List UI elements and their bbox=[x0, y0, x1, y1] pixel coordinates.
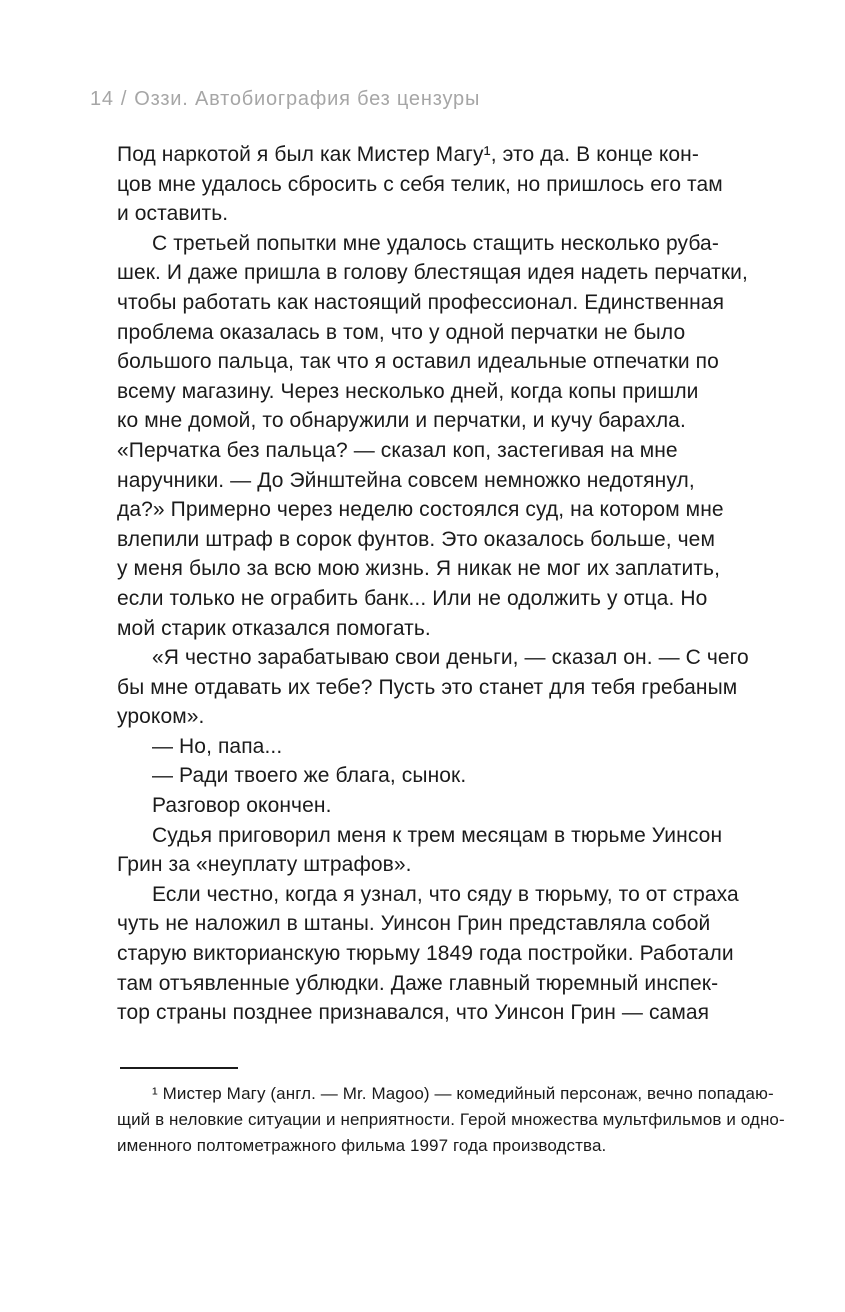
text-line: наручники. — До Эйнштейна совсем немножко недотянул, bbox=[117, 468, 695, 492]
text-line: Судья приговорил меня к трем месяцам в тюрьме Уинсон bbox=[152, 823, 723, 847]
text-line: старую викторианскую тюрьму 1849 года постройки. Работали bbox=[117, 942, 734, 966]
text-line: — Ради твоего же блага, сынок. bbox=[152, 764, 467, 788]
text-line: ко мне домой, то обнаружили и перчатки, и кучу барахла. bbox=[117, 409, 686, 433]
text-line: щий в неловкие ситуации и неприятности. Герой множества мультфильмов и одно- bbox=[117, 1110, 785, 1129]
text-line: чуть не наложил в штаны. Уинсон Грин представляла собой bbox=[117, 912, 711, 936]
text-line: большого пальца, так что я оставил идеальные отпечатки по bbox=[117, 350, 719, 374]
text-line: всему магазину. Через несколько дней, когда копы пришли bbox=[117, 379, 699, 403]
book-title: Оззи. Автобиография без цензуры bbox=[134, 88, 481, 110]
text-line: шек. И даже пришла в голову блестящая идея надеть перчатки, bbox=[117, 261, 748, 285]
text-line: Под наркотой я был как Мистер Магу¹, это да. В конце кон- bbox=[117, 143, 699, 166]
text-line: там отъявленные ублюдки. Даже главный тюремный инспек- bbox=[117, 971, 719, 995]
text-line: «Перчатка без пальца? — сказал коп, застегивая на мне bbox=[117, 438, 678, 462]
footnote bbox=[117, 1081, 797, 1159]
text-line: да?» Примерно через неделю состоялся суд, на котором мне bbox=[117, 498, 724, 522]
text-line: Грин за «неуплату штрафов». bbox=[117, 853, 412, 877]
running-header bbox=[90, 88, 480, 111]
text-line: «Я честно зарабатываю свои деньги, — сказал он. — С чего bbox=[152, 646, 749, 670]
text-line: тор страны позднее признавался, что Уинсон Грин — самая bbox=[117, 1001, 710, 1025]
text-line: у меня было за всю мою жизнь. Я никак не мог их заплатить, bbox=[117, 557, 720, 581]
text-line: цов мне удалось сбросить с себя телик, но пришлось его там bbox=[117, 172, 723, 196]
footnote-divider bbox=[120, 1067, 238, 1069]
text-line: и оставить. bbox=[117, 202, 229, 226]
text-line: если только не ограбить банк... Или не одолжить у отца. Но bbox=[117, 586, 708, 610]
text-line: С третьей попытки мне удалось стащить несколько руба- bbox=[152, 231, 719, 255]
text-line: Разговор окончен. bbox=[152, 794, 332, 818]
text-line: чтобы работать как настоящий профессионал. Единственная bbox=[117, 290, 725, 314]
text-line: именного полтометражного фильма 1997 года производства. bbox=[117, 1136, 607, 1155]
text-line: Если честно, когда я узнал, что сяду в тюрьму, то от страха bbox=[152, 882, 739, 906]
text-line: проблема оказалась в том, что у одной перчатки не было bbox=[117, 320, 686, 344]
header-separator: / bbox=[120, 88, 128, 110]
text-line: уроком». bbox=[117, 705, 205, 729]
text-line: влепили штраф в сорок фунтов. Это оказалось больше, чем bbox=[117, 527, 715, 551]
page-number: 14 bbox=[90, 88, 114, 110]
text-line: мой старик отказался помогать. bbox=[117, 616, 431, 640]
text-line: ¹ Мистер Магу (англ. — Mr. Magoo) — комедийный персонаж, вечно попадаю- bbox=[152, 1084, 774, 1103]
text-line: бы мне отдавать их тебе? Пусть это станет для тебя гребаным bbox=[117, 675, 738, 699]
text-line: — Но, папа... bbox=[152, 734, 283, 758]
body-text bbox=[117, 140, 782, 1028]
